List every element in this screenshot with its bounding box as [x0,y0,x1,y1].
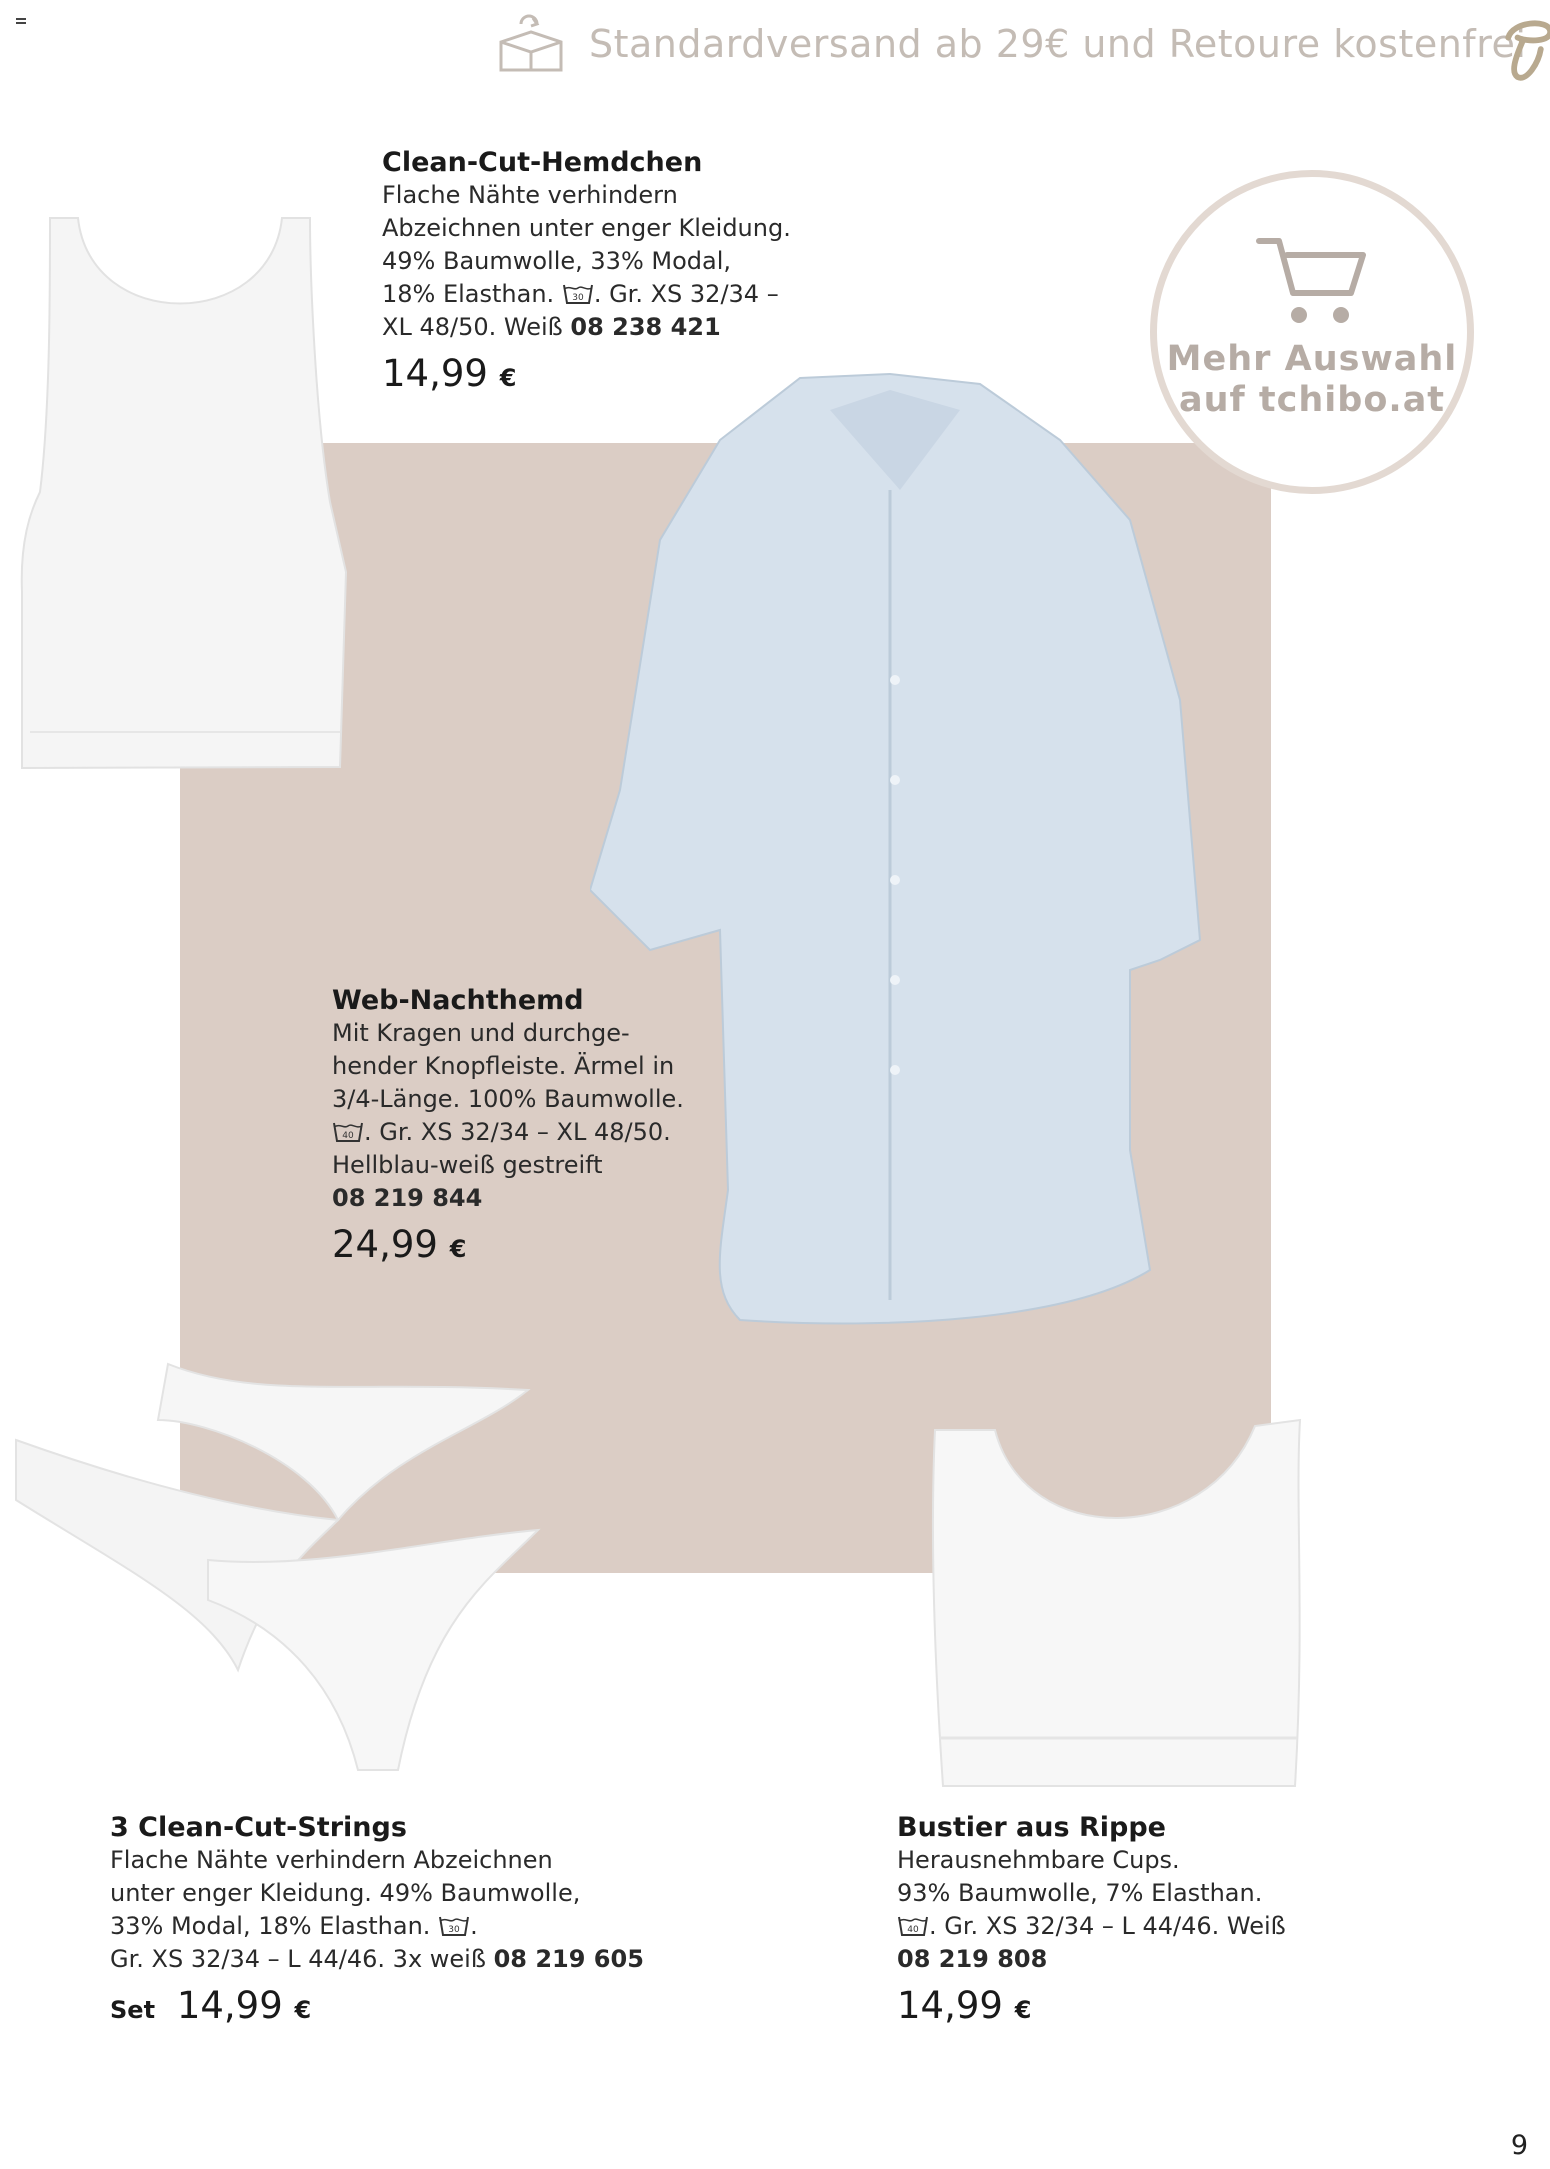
product-price-row [382,352,791,400]
hamburger-menu-icon[interactable] [16,18,26,26]
product-price-row [332,1223,684,1271]
promo-line-1: Mehr Auswahl [1166,339,1458,379]
product-text: Herausnehmbare Cups. [897,1846,1180,1874]
tank-top-image[interactable] [10,212,355,782]
product-code: 08 219 605 [493,1945,644,1973]
product-hemdchen [382,146,791,400]
product-text: 93% Baumwolle, 7% Elasthan. [897,1879,1263,1907]
product-code: 08 219 844 [332,1184,483,1212]
product-text: unter enger Kleidung. 49% Baumwolle, [110,1879,581,1907]
currency-symbol: € [1014,1996,1032,2024]
set-label: Set [110,1996,156,2024]
product-text: . Gr. XS 32/34 – XL 48/50. [364,1118,671,1146]
bustier-image[interactable] [925,1418,1310,1788]
product-title: Bustier aus Rippe [897,1812,1166,1843]
promo-line-2: auf tchibo.at [1178,380,1446,420]
product-code: 08 238 421 [570,313,721,341]
shopping-cart-icon [1253,231,1373,331]
product-text: Mit Kragen und durchge- [332,1019,630,1047]
currency-symbol: € [294,1996,312,2024]
product-text: 49% Baumwolle, 33% Modal, [382,247,732,275]
product-text-line [382,278,791,311]
product-text: 18% Elasthan. [382,280,555,308]
product-price: 14,99 [897,1984,1003,2027]
product-text: . Gr. XS 32/34 – [593,280,779,308]
shipping-box-icon [495,12,567,76]
product-price-row [110,1984,644,2032]
product-text: XL 48/50. Weiß [382,313,563,341]
product-text: hender Knopfleiste. Ärmel in [332,1052,675,1080]
wash-40-icon [332,1121,364,1143]
product-text: 3/4-Länge. 100% Baumwolle. [332,1085,684,1113]
wash-30-icon [562,283,594,305]
product-text: Abzeichnen unter enger Kleidung. [382,214,791,242]
product-text: . [470,1912,478,1940]
product-title: Clean-Cut-Hemdchen [382,147,703,178]
page-number: 9 [1510,2130,1528,2161]
product-text: Flache Nähte verhindern Abzeichnen [110,1846,553,1874]
wash-40-icon [897,1915,929,1937]
product-text: Hellblau-weiß gestreift [332,1151,603,1179]
wash-temp: 40 [342,1131,354,1141]
tchibo-logo-icon[interactable] [1492,12,1550,84]
wash-temp: 30 [572,293,584,303]
product-price: 14,99 [176,1984,283,2027]
strings-image[interactable] [8,1360,548,1780]
product-price: 14,99 [382,352,488,395]
product-text: Gr. XS 32/34 – L 44/46. 3x weiß [110,1945,486,1973]
product-code: 08 219 808 [897,1945,1048,1973]
product-price-row [897,1984,1286,2032]
product-title: Web-Nachthemd [332,985,584,1016]
product-strings [110,1811,644,2032]
shipping-banner [495,8,1526,80]
shipping-text: Standardversand ab 29€ und Retoure kostenfrei [589,22,1527,66]
product-text: Flache Nähte verhindern [382,181,678,209]
product-text: . Gr. XS 32/34 – L 44/46. Weiß [929,1912,1286,1940]
product-text: 33% Modal, 18% Elasthan. [110,1912,431,1940]
wash-temp: 40 [907,1925,919,1935]
currency-symbol: € [449,1235,467,1263]
product-nachthemd [332,984,684,1271]
product-bustier [897,1811,1286,2032]
wash-temp: 30 [448,1925,460,1935]
currency-symbol: € [499,364,517,392]
wash-30-icon [438,1915,470,1937]
product-price: 24,99 [332,1223,438,1266]
product-title: 3 Clean-Cut-Strings [110,1812,407,1843]
